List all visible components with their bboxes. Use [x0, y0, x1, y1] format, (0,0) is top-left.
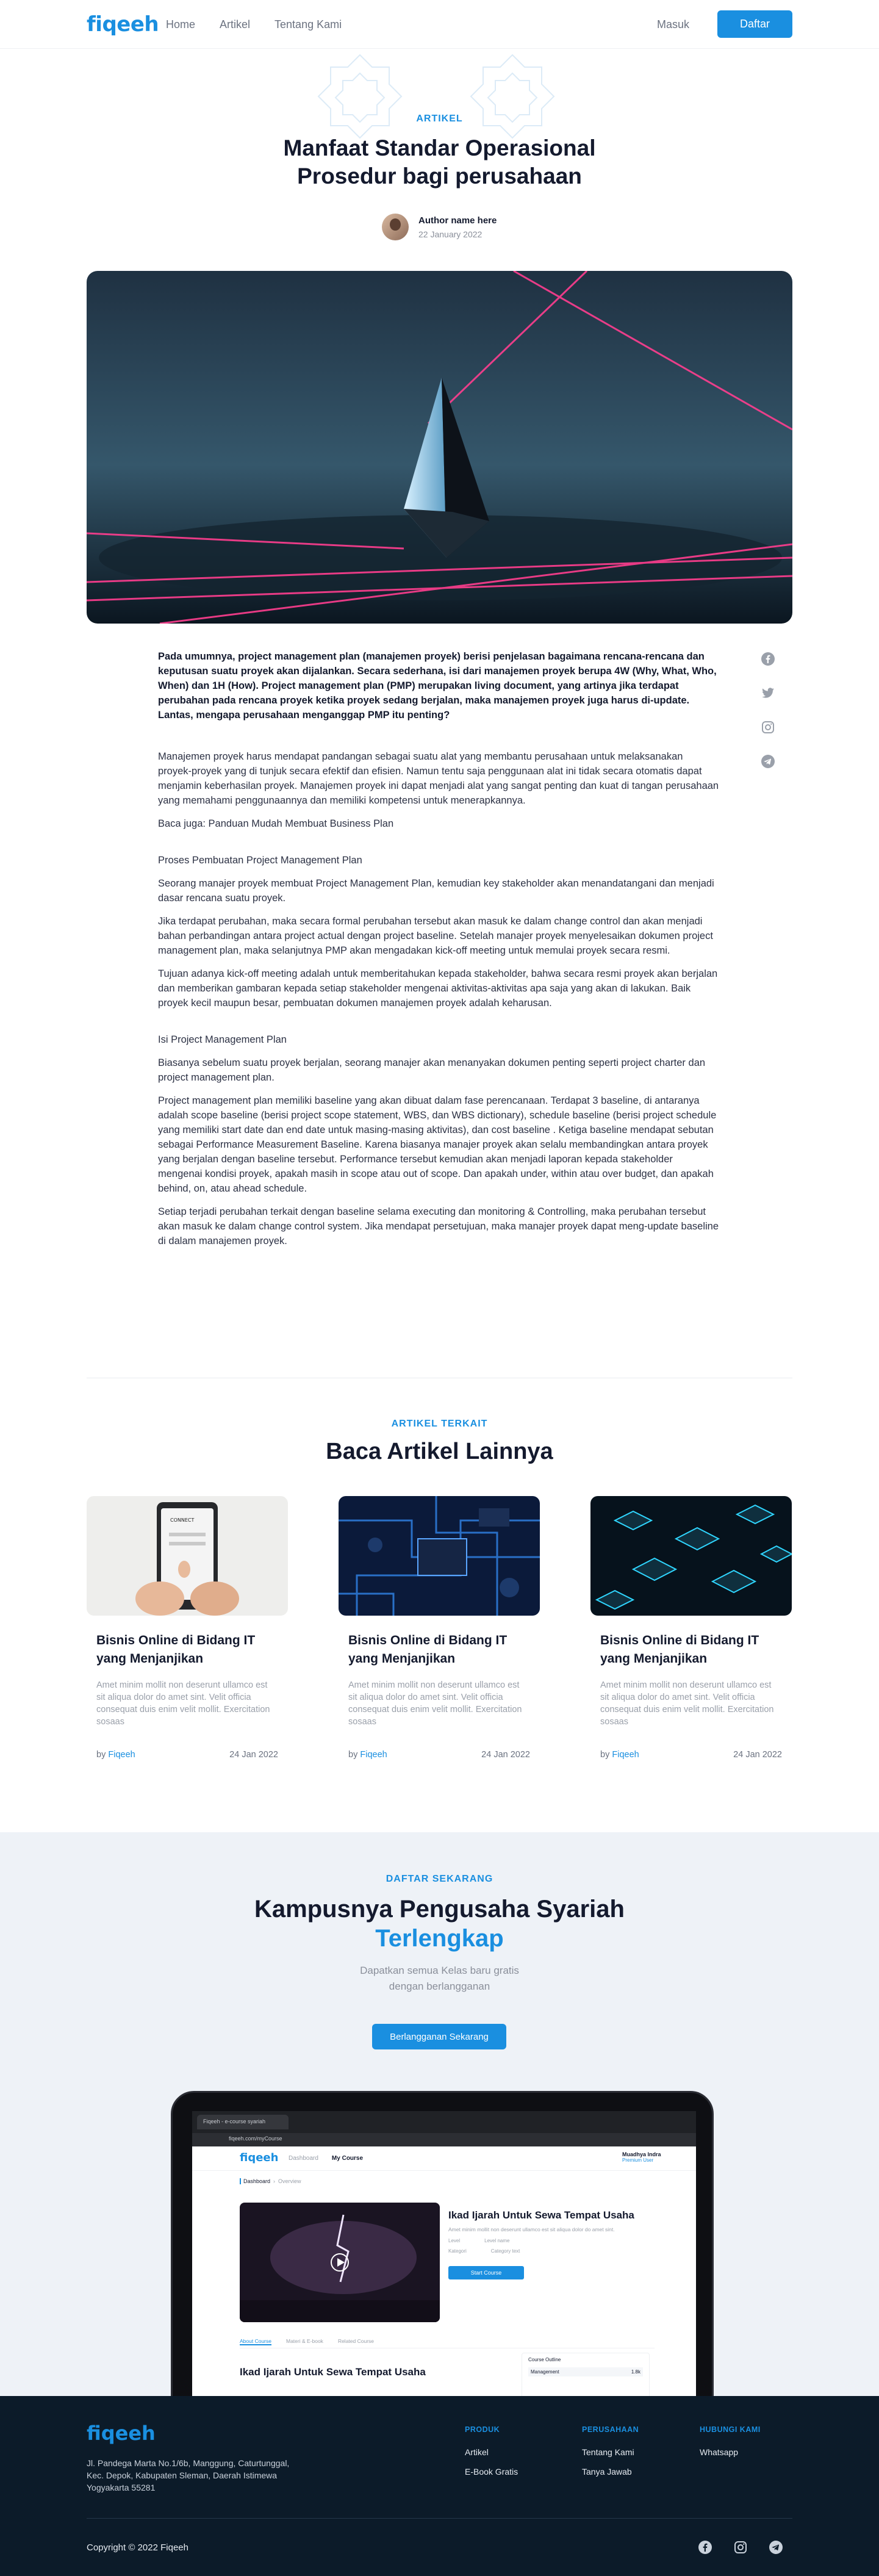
mockup-side-panel — [522, 2353, 650, 2396]
footer-column-perusahaan — [582, 2425, 639, 2486]
card-author — [96, 1750, 135, 1760]
footer-column-hubungi — [700, 2425, 761, 2467]
mockup-row-label: Level — [448, 2238, 461, 2243]
mockup-tabs — [240, 2338, 655, 2348]
card-author — [348, 1750, 387, 1760]
related-eyebrow: ARTIKEL TERKAIT — [391, 1419, 488, 1429]
twitter-icon[interactable] — [761, 686, 775, 700]
article-title-line2: Prosedur bagi perusahaan — [297, 164, 582, 189]
card-date: 24 Jan 2022 — [733, 1750, 782, 1760]
footer-heading: HUBUNGI KAMI — [700, 2425, 761, 2434]
card-meta — [600, 1750, 782, 1760]
article-card[interactable] — [87, 1496, 288, 1760]
mockup-start-button: Start Course — [448, 2266, 524, 2279]
footer-column-produk — [465, 2425, 518, 2486]
article-eyebrow: ARTIKEL — [416, 113, 463, 124]
card-author — [600, 1750, 639, 1760]
card-description: Amet minim mollit non deserunt ullamco est sit aliqua dolor do amet sint. Velit officia consequat duis enim velit mollit. Exercitation sosaas — [600, 1680, 774, 1727]
article-lead: Pada umumnya, project management plan (manajemen proyek) berisi penjelasan bagaimana rencana-rencana dan keputusan suatu proyek akan dijalankan. Secara sederhana, isi dari manajemen proyek berupa 4W (Why, What, Who, When) dan 1H (How). Project management plan (PMP) merupakan living document, yang artinya jika terdapat perubahan pada rencana proyek ketika proyek sedang berjalan, maka manajemen proyek juga harus di-update. Lantas, mengapa perusahaan menganggap PMP itu penting? — [158, 651, 717, 721]
instagram-icon[interactable] — [733, 2540, 748, 2555]
card-author-name[interactable]: Fiqeeh — [108, 1750, 135, 1760]
register-button[interactable]: Daftar — [717, 10, 792, 38]
card-image-phone — [87, 1496, 288, 1616]
mockup-user-role: Premium User — [622, 2157, 654, 2163]
mockup-course-desc: Amet minim mollit non deserunt ullamco est sit aliqua dolor do amet sint. — [448, 2226, 615, 2232]
footer-address: Jl. Pandega Marta No.1/6b, Manggung, Caturtunggal, Kec. Depok, Kabupaten Sleman, Daerah Istimewa Yogyakarta 55281 — [87, 2458, 290, 2492]
footer-heading: PRODUK — [465, 2425, 500, 2434]
card-description: Amet minim mollit non deserunt ullamco est sit aliqua dolor do amet sint. Velit officia consequat duis enim velit mollit. Exercitation sosaas — [348, 1680, 522, 1727]
article-card[interactable] — [590, 1496, 792, 1760]
article-paragraph: Seorang manajer proyek membuat Project Management Plan, kemudian key stakeholder akan menandatangani dan menjadi dasar rencana suatu proyek. — [158, 878, 714, 904]
mockup-nav-dashboard: Dashboard — [289, 2155, 318, 2162]
card-date: 24 Jan 2022 — [481, 1750, 530, 1760]
laptop-screen — [192, 2111, 696, 2396]
article-paragraph: Tujuan adanya kick-off meeting adalah untuk memberitahukan kepada stakeholder, bahwa secara resmi proyek akan berjalan dan memberikan gambaran kepada setiap stakeholder mengenai aktivitas-aktivitas apa saja yang akan di lakukan. Baik proyek kecil maupun besar, pembuatan dokumen manajemen proyek adalah keharusan. — [158, 968, 718, 1009]
card-title[interactable]: Bisnis Online di Bidang IT yang Menjanjikan — [96, 1633, 256, 1666]
article-card[interactable] — [339, 1496, 540, 1760]
card-image-circuit — [339, 1496, 540, 1616]
article-paragraph: Manajemen proyek harus mendapat pandangan sebagai suatu alat yang membantu perusahaan untuk melaksanakan proyek-proyek yang di tunjuk secara efektif dan efisien. Namun tentu saja penggunaan alat ini tidak secara otomatis dapat menjamin keberhasilan proyek. Manajemen proyek ini dapat menjadi alat yang sangat penting dan kuat di tangan perusahaan yang memahami penggunaannya dan memiliki kompetensi untuk menerapkannya. — [158, 751, 719, 806]
cta-description — [0, 1963, 879, 1995]
footer-copyright: Copyright © 2022 Fiqeeh — [87, 2542, 188, 2553]
browser-tab: Fiqeeh - e-course syariah — [197, 2115, 289, 2129]
footer-link[interactable]: Tanya Jawab — [582, 2467, 632, 2477]
subscribe-button[interactable]: Berlangganan Sekarang — [372, 2024, 506, 2049]
svg-text:CONNECT: CONNECT — [170, 1517, 195, 1523]
article-subheading: Isi Project Management Plan — [158, 1034, 287, 1045]
cta-desc-line2: dengan berlangganan — [389, 1981, 490, 1992]
article-body — [158, 649, 719, 1257]
instagram-icon[interactable] — [761, 720, 775, 735]
footer-link[interactable]: Tentang Kami — [582, 2447, 634, 2457]
logo[interactable]: fiqeeh — [87, 12, 159, 37]
footer-divider — [87, 2518, 792, 2519]
telegram-icon[interactable] — [761, 754, 775, 769]
mockup-user-name: Muadhya Indra — [622, 2151, 661, 2157]
browser-url: fiqeeh.com/myCourse — [192, 2133, 696, 2146]
article-title — [0, 134, 879, 190]
mockup-section-title: Ikad Ijarah Untuk Sewa Tempat Usaha — [240, 2366, 426, 2378]
footer-logo[interactable]: fiqeeh — [87, 2422, 156, 2445]
mockup-nav-mycourse: My Course — [331, 2155, 364, 2162]
mockup-course-row — [448, 2238, 644, 2243]
decorative-pattern-right — [464, 49, 561, 140]
mockup-side-item — [528, 2367, 643, 2376]
card-author-name[interactable]: Fiqeeh — [360, 1750, 387, 1760]
card-description: Amet minim mollit non deserunt ullamco est sit aliqua dolor do amet sint. Velit officia consequat duis enim velit mollit. Exercitation sosaas — [96, 1680, 270, 1727]
mockup-course-title: Ikad Ijarah Untuk Sewa Tempat Usaha — [448, 2209, 634, 2221]
article-paragraph: Project management plan memiliki baseline yang akan dibuat dalam fase perencanaan. Terdapat 3 baseline, di antaranya adalah scope baseline (berisi project scope statement, WBS, dan WBS dictionary), schedule baseline (berisi project schedule yang memiliki start date dan end date untuk masing-masing aktivitas), dan cost baseline . Ketiga baseline mendapat sebutan sebagai Performance Measurement Baseline. Karena biasanya manajer proyek akan selalu membandingkan antara proyek yang berjalan dengan baseline tersebut. Performance tersebut kemudian akan menjadi laporan kepada stakeholder mengenai kondisi proyek, apakah masih in scope atau out of scope. Dan apakah under, within atau over budget, dan apakah behind, on, atau ahead schedule. — [158, 1095, 717, 1194]
article-title-line1: Manfaat Standar Operasional — [283, 135, 596, 160]
mockup-nav — [289, 2155, 363, 2162]
card-image-neon-cubes — [590, 1496, 792, 1616]
card-title[interactable]: Bisnis Online di Bidang IT yang Menjanjikan — [348, 1633, 508, 1666]
telegram-icon[interactable] — [769, 2540, 783, 2555]
avatar — [382, 214, 409, 240]
share-bar — [761, 652, 775, 769]
related-title: Baca Artikel Lainnya — [326, 1439, 553, 1464]
article-paragraph: Setiap terjadi perubahan terkait dengan baseline selama executing dan monitoring & Controlling, maka perubahan tersebut akan masuk ke dalam change control system. Jika mendapat persetujuan, maka manajer proyek dapat meng-update baseline di dalam manajemen proyek. — [158, 1206, 719, 1247]
top-navbar — [0, 0, 879, 49]
mockup-side-item-label: Management — [531, 2369, 559, 2375]
author-block — [382, 214, 497, 240]
cta-title-highlight: Terlengkap — [375, 1925, 504, 1952]
card-author-prefix: by — [600, 1750, 610, 1760]
nav-home[interactable]: Home — [166, 18, 196, 31]
cta-eyebrow: DAFTAR SEKARANG — [386, 1874, 493, 1884]
decorative-pattern-left — [311, 49, 409, 140]
mockup-tab: Related Course — [337, 2338, 374, 2344]
mockup-header — [192, 2146, 696, 2171]
footer-link[interactable]: Artikel — [465, 2447, 489, 2457]
mockup-breadcrumb-rest: Overview — [278, 2178, 301, 2184]
nav-tentang-kami[interactable]: Tentang Kami — [274, 18, 342, 31]
article-paragraph: Jika terdapat perubahan, maka secara formal perubahan tersebut akan masuk ke dalam change control dan akan menjadi bahan perbandingan antara project actual dengan project baseline. Setelah manajer proyek menyelesaikan dokumen project management plan, maka selanjutnya PMP akan mengadakan kick-off meeting untuk memulai proyek secara resmi. — [158, 916, 713, 956]
card-meta — [348, 1750, 530, 1760]
mockup-video-thumbnail — [240, 2203, 440, 2322]
mockup-tab: About Course — [240, 2338, 271, 2344]
footer-heading: PERUSAHAAN — [582, 2425, 639, 2434]
footer-link[interactable]: Whatsapp — [700, 2447, 739, 2457]
card-date: 24 Jan 2022 — [229, 1750, 278, 1760]
footer — [0, 2396, 879, 2576]
card-title[interactable]: Bisnis Online di Bidang IT yang Menjanjikan — [600, 1633, 759, 1666]
mockup-tab: Materi & E-book — [285, 2338, 323, 2344]
footer-social — [698, 2540, 783, 2555]
nav-artikel[interactable]: Artikel — [220, 18, 251, 31]
mockup-side-header: Course Outline — [528, 2357, 561, 2362]
card-author-name[interactable]: Fiqeeh — [612, 1750, 639, 1760]
card-author-prefix: by — [96, 1750, 106, 1760]
mockup-breadcrumb-active: Dashboard — [240, 2178, 270, 2184]
mockup-course-info — [448, 2209, 644, 2279]
card-author-prefix: by — [348, 1750, 358, 1760]
hero-image — [87, 271, 792, 624]
mockup-user — [622, 2151, 661, 2163]
facebook-icon[interactable] — [698, 2540, 712, 2555]
subscribe-section — [0, 1832, 879, 2396]
mockup-logo: fiqeeh — [240, 2151, 279, 2164]
author-name: Author name here — [418, 215, 497, 226]
browser-tabbar — [192, 2111, 696, 2133]
article-paragraph: Biasanya sebelum suatu proyek berjalan, seorang manajer akan menanyakan dokumen penting seperti project charter dan project management plan. — [158, 1057, 706, 1083]
laptop-mockup — [171, 2091, 714, 2396]
read-also-link[interactable]: Baca juga: Panduan Mudah Membuat Business Plan — [158, 818, 394, 829]
mockup-row-value: Category text — [490, 2248, 520, 2254]
mockup-side-item-value: 1.8k — [631, 2369, 640, 2375]
footer-link[interactable]: E-Book Gratis — [465, 2467, 518, 2477]
mockup-course-row — [448, 2248, 644, 2254]
cta-title: Kampusnya Pengusaha Syariah — [254, 1896, 625, 1923]
mockup-row-label: Kategori — [448, 2248, 467, 2254]
login-link[interactable]: Masuk — [657, 18, 690, 31]
cta-desc-line1: Dapatkan semua Kelas baru gratis — [360, 1965, 519, 1976]
article-subheading: Proses Pembuatan Project Management Plan — [158, 855, 362, 866]
nav-links — [166, 18, 342, 31]
mockup-row-value: Level name — [484, 2238, 510, 2243]
article-date: 22 January 2022 — [418, 229, 483, 239]
mockup-breadcrumb: Dashboard › Overview — [240, 2178, 301, 2184]
facebook-icon[interactable] — [761, 652, 775, 666]
card-meta — [96, 1750, 278, 1760]
